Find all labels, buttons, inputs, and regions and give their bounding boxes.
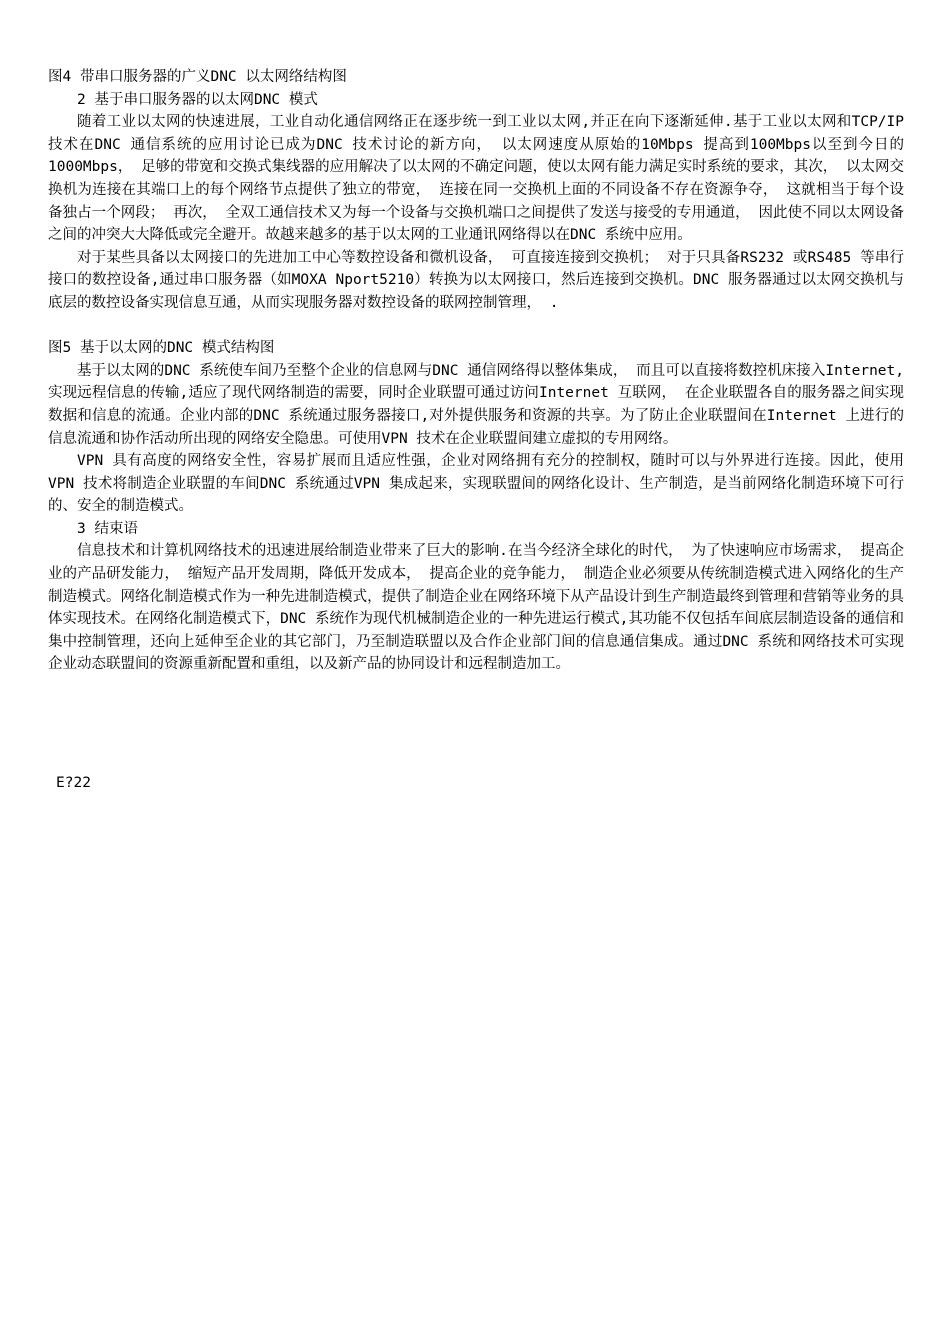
paragraph-internet-integration: 基于以太网的DNC 系统使车间乃至整个企业的信息网与DNC 通信网络得以整体集成， 而且可以直接将数控机床接入Internet,实现远程信息的传输,适应了现代网络制造的需要，同时企业联盟可通过访问Internet 互联网， 在企业联盟各自的服务器之间实现数据和信息的流通。企业内部的DNC 系统通过服务器接口,对外提供服务和资源的共享。为了防止企业联盟间在Internet 上进行的信息流通和协作活动所出现的网络安全隐患。可使用VPN 技术在企业联盟间建立虚拟的专用网络。 (48, 362, 904, 447)
page-footer: E?22 (56, 775, 91, 791)
paragraph-conclusion: 信息技术和计算机网络技术的迅速进展给制造业带来了巨大的影响.在当今经济全球化的时代， 为了快速响应市场需求， 提高企业的产品研发能力， 缩短产品开发周期，降低开发成本， 提高企业的竞争能力， 制造企业必须要从传统制造模式进入网络化的生产制造模式。网络化制造模式作为一种先进制造模式，提供了制造企业在网络环境下从产品设计到生产制造最终到管理和营销等业务的具体实现技术。在网络化制造模式下，DNC 系统作为现代机械制造企业的一种先进运行模式,其功能不仅包括车间底层制造设备的通信和集中控制管理，还向上延伸至企业的其它部门，乃至制造联盟以及合作企业部门间的信息通信集成。通过DNC 系统和网络技术可实现企业动态联盟间的资源重新配置和重组，以及新产品的协同设计和远程制造加工。 (48, 543, 904, 673)
figure-5-gap (48, 315, 904, 338)
paragraph-vpn: VPN 具有高度的网络安全性，容易扩展而且适应性强，企业对网络拥有充分的控制权，随时可以与外界进行连接。因此，使用VPN 技术将制造企业联盟的车间DNC 系统通过VPN 集成起来，实现联盟间的网络化设计、生产制造，是当前网络化制造环境下可行的、安全的制造模式。 (48, 453, 904, 515)
paragraph-ethernet-development: 随着工业以太网的快速进展，工业自动化通信网络正在逐步统一到工业以太网,并正在向下逐渐延伸.基于工业以太网和TCP/IP 技术在DNC 通信系统的应用讨论已成为DNC 技术讨论的新方向， 以太网速度从原始的10Mbps 提高到100Mbps以至到今日的1000Mbps， 足够的带宽和交换式集线器的应用解决了以太网的不确定问题，使以太网有能力满足实时系统的要求，其次， 以太网交换机为连接在其端口上的每个网络节点提供了独立的带宽， 连接在同一交换机上面的不同设备不存在资源争夺， 这就相当于每个设备独占一个网段； 再次， 全双工通信技术又为每一个设备与交换机端口之间提供了发送与接受的专用通道， 因此使不同以太网设备之间的冲突大大降低或完全避开。故越来越多的基于以太网的工业通讯网络得以在DNC 系统中应用。 (48, 114, 904, 244)
paragraph-serial-server: 对于某些具备以太网接口的先进加工中心等数控设备和微机设备， 可直接连接到交换机； 对于只具备RS232 或RS485 等串行接口的数控设备,通过串口服务器（如MOXA Nport5210）转换为以太网接口，然后连接到交换机。DNC 服务器通过以太网交换机与底层的数控设备实现信息互通，从而实现服务器对数控设备的联网控制管理， . (48, 249, 904, 311)
document-body (48, 66, 904, 676)
section-3-heading: 3 结束语 (77, 520, 138, 537)
figure-5-caption: 图5 基于以太网的DNC 模式结构图 (48, 340, 275, 357)
figure-4-caption: 图4 带串口服务器的广义DNC 以太网络结构图 (48, 69, 347, 85)
section-2-heading: 2 基于串口服务器的以太网DNC 模式 (77, 91, 318, 108)
